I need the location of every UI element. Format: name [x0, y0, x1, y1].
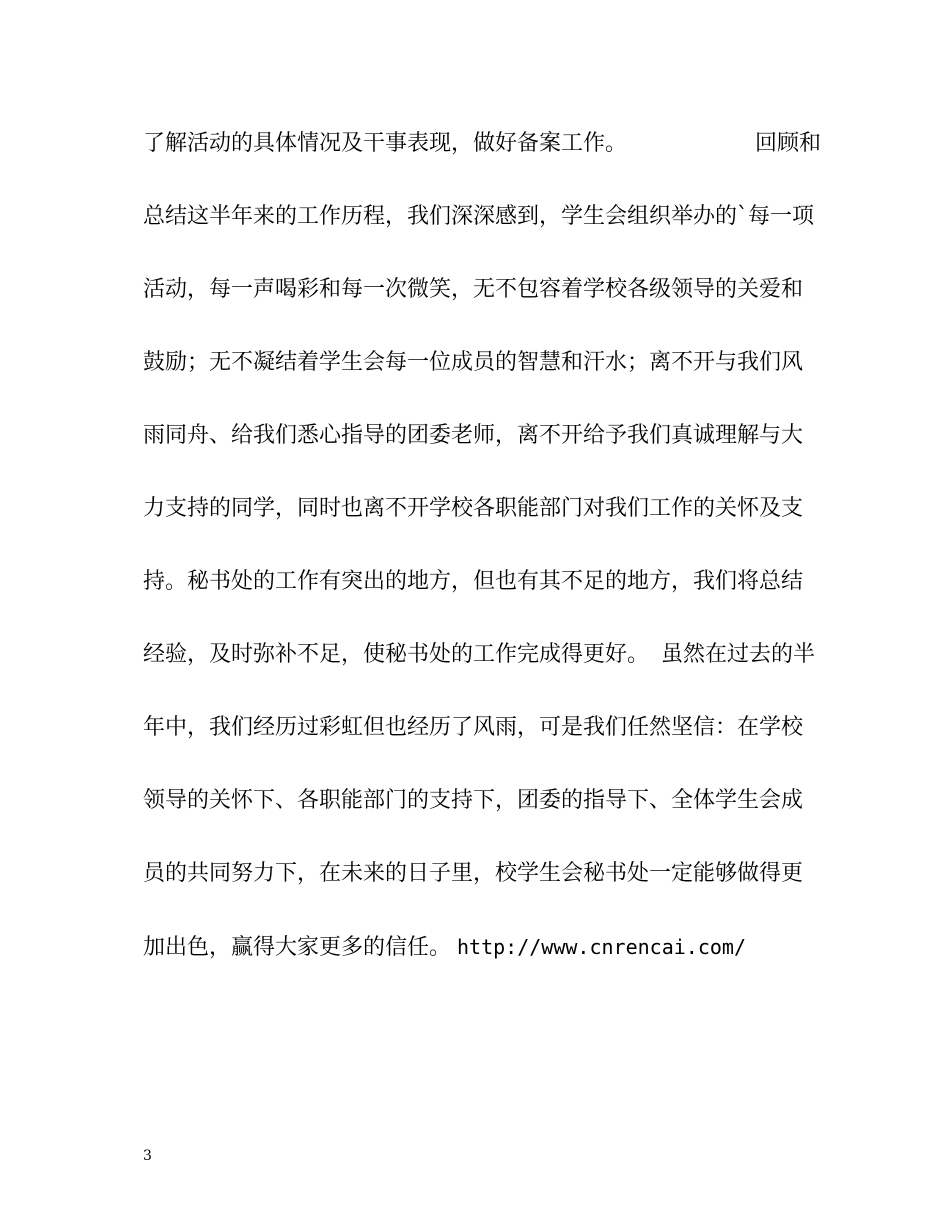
text-line-6: 力支持的同学，同时也离不开学校各职能部门对我们工作的关怀及支	[143, 496, 804, 521]
text-line-1-tail: 回顾和	[755, 131, 822, 156]
text-line-9: 年中，我们经历过彩虹但也经历了风雨，可是我们任然坚信：在学校	[143, 715, 804, 740]
text-line-11: 员的共同努力下，在未来的日子里，校学生会秘书处一定能够做得更	[143, 861, 804, 886]
text-line-4: 鼓励；无不凝结着学生会每一位成员的智慧和汗水；离不开与我们风	[143, 350, 804, 375]
source-url: http://www.cnrencai.com/	[457, 935, 746, 959]
text-line-8-tail: 虽然在过去的半	[661, 642, 816, 667]
text-line-12	[143, 927, 843, 1000]
text-line-1	[143, 124, 843, 197]
text-line-8	[143, 635, 843, 708]
text-line-12-main: 加出色，赢得大家更多的信任。	[143, 935, 452, 960]
text-line-10: 领导的关怀下、各职能部门的支持下，团委的指导下、全体学生会成	[143, 788, 804, 813]
text-line-5: 雨同舟、给我们悉心指导的团委老师，离不开给予我们真诚理解与大	[143, 423, 804, 448]
text-line-7: 持。秘书处的工作有突出的地方，但也有其不足的地方，我们将总结	[143, 569, 804, 594]
page-number: 3	[143, 1148, 152, 1164]
body-text	[143, 124, 843, 1000]
text-line-8-main: 经验，及时弥补不足，使秘书处的工作完成得更好。	[143, 642, 650, 667]
text-line-1-main: 了解活动的具体情况及干事表现，做好备案工作。	[143, 131, 628, 156]
text-line-3: 活动，每一声喝彩和每一次微笑，无不包容着学校各级领导的关爱和	[143, 277, 804, 302]
text-line-2: 总结这半年来的工作历程，我们深深感到，学生会组织举办的`每一项	[143, 204, 815, 229]
